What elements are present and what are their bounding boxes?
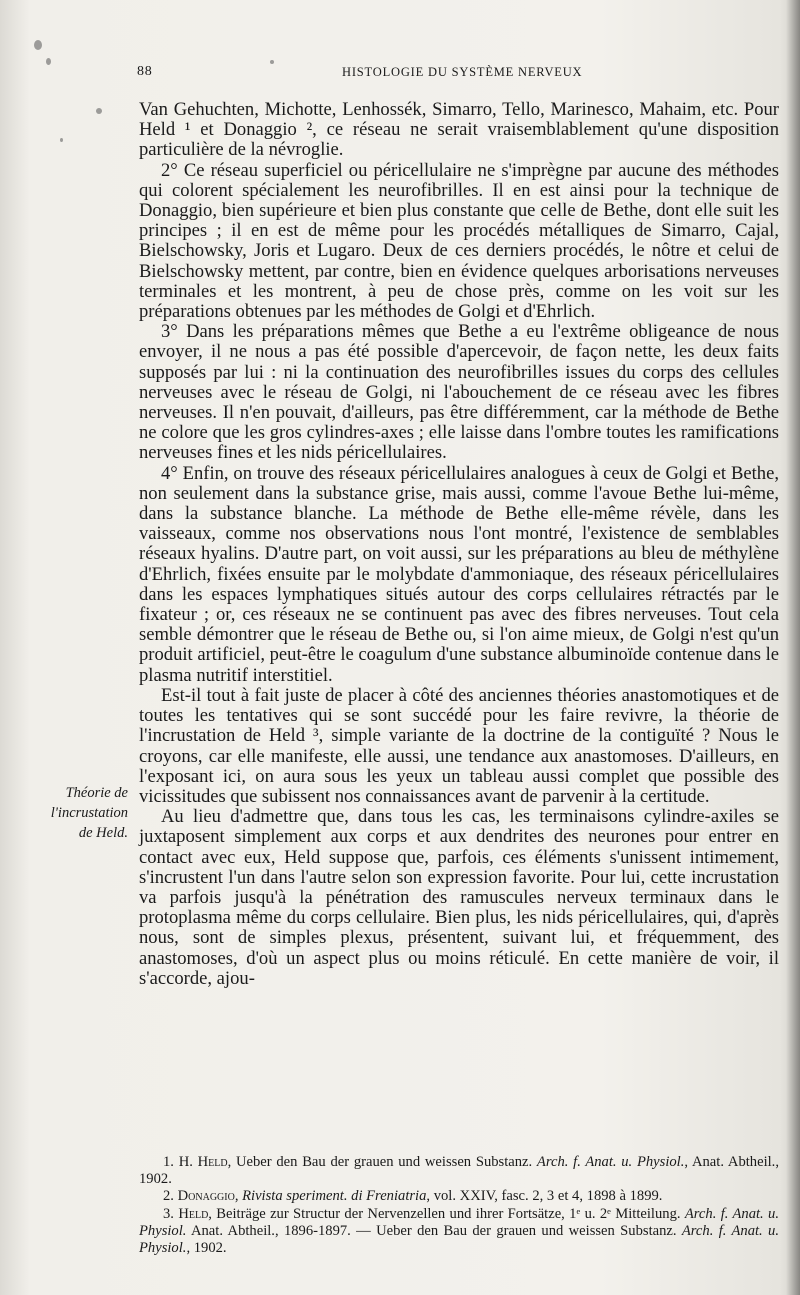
running-title: HISTOLOGIE DU SYSTÈME NERVEUX [342,65,583,79]
running-header [137,64,777,86]
paragraph: Au lieu d'admettre que, dans tous les cas, les terminaisons cylindre-axiles se juxtaposent simplement aux corps et aux dendrites des neurones pour entrer en contact avec eux, Held suppose que, parfois, ces éléments s'unissent intimement, s'incrustent l'un dans l'autre selon son expression favorite. Pour lui, cette incrustation va parfois jusqu'à la pénétration des ramuscules nerveux terminaux dans le protoplasma même du corps cellulaire. Bien plus, les nids péricellulaires, qui, d'après nous, sont de simples plexus, présentent, suivant lui, et fréquemment, des anastomoses, d'où un aspect plus ou moins réticulé. En cette manière de voir, il s'accorde, ajou- [139,806,779,989]
footnote-journal: Arch. f. Anat. u. Physiol. [139,1222,779,1257]
footnote-author: H. Held [178,1154,228,1170]
footnote-number: 3. [163,1205,174,1222]
footnote-journal: Arch. f. Anat. u. Physiol. [139,1205,779,1239]
body-text [139,100,779,989]
margin-note-line: de Held. [78,825,128,841]
footnote-text: , vol. XXIV, fasc. 2, 3 et 4, 1898 à 1899. [426,1188,663,1205]
paragraph: Van Gehuchten, Michotte, Lenhossék, Simarro, Tello, Marinesco, Mahaim, etc. Pour Held ¹ et Donaggio ², ce réseau ne serait vraisemblablement qu'une disposition particulière de la névroglie. [139,99,779,161]
margin-note-line: l'incrustation [50,805,128,821]
footnote-2 [139,1188,779,1205]
footnote-text: , Beiträge zur Structur der Nervenzellen und ihrer Fortsätze, 1ᵉ u. 2ᵉ Mitteilung. [208,1205,685,1222]
footnote-journal: Rivista speriment. di Freniatria [242,1188,427,1205]
footnote-number: 1. [163,1154,174,1170]
footnotes [139,1154,779,1257]
page-gutter-shadow [786,0,800,1295]
paper-speck [96,108,102,114]
footnote-text: , Ueber den Bau der grauen und weissen Substanz. [227,1154,537,1170]
margin-note-line: Théorie de [65,785,128,801]
paragraph: 4° Enfin, on trouve des réseaux péricellulaires analogues à ceux de Golgi et Bethe, non seulement dans la substance grise, mais aussi, comme l'avoue Bethe lui-même, dans la substance blanche. La méthode de Bethe elle-même révèle, dans les vaisseaux, comme nos observations nous l'ont montré, l'existence de semblables réseaux hyalins. D'autre part, on voit aussi, sur les préparations au bleu de méthylène d'Ehrlich, fixées ensuite par le molybdate d'ammoniaque, des réseaux péricellulaires dans les espaces lymphatiques situés autour des corps cellulaires rétractés par le fixateur ; or, ces réseaux ne se continuent pas avec des fibres nerveuses. Tout cela semble démontrer que le réseau de Bethe ou, si l'on aime mieux, de Golgi n'est qu'un produit artificiel, peut-être le coagulum d'une substance albuminoïde contenue dans le plasma nutritif interstitiel. [139,462,779,686]
footnote-author: Donaggio [177,1188,235,1205]
footnote-1 [139,1154,779,1188]
footnote-3 [139,1206,779,1258]
paragraph: Est-il tout à fait juste de placer à côté des anciennes théories anastomotiques et de toutes les tentatives qui se sont succédé pour les faire revivre, la théorie de l'incrustation de Held ³, simple variante de la doctrine de la contiguïté ? Nous le croyons, car elle manifeste, elle aussi, une tendance aux anastomoses. D'ailleurs, en l'exposant ici, on aura sous les yeux un tableau aussi complet que possible des vicissitudes que subissent nos connaissances avant de parvenir à la certitude. [139,684,779,807]
footnote-text: , [234,1188,243,1205]
footnote-text: , 1902. [186,1240,227,1257]
footnote-author: Held [178,1205,209,1222]
footnote-number: 2. [163,1188,174,1205]
margin-note [18,783,128,843]
page-number: 88 [137,64,153,79]
footnote-text: , Anat. Abtheil., 1902. [139,1154,779,1188]
paper-speck [34,40,42,50]
paragraph: 2° Ce réseau superficiel ou péricellulaire ne s'imprègne par aucune des méthodes qui colorent spécialement les neurofibrilles. Il en est ainsi pour la technique de Donaggio, bien supérieure et bien plus constante que celle de Bethe, dont elle suit les principes ; il en est de même pour les procédés métalliques de Simarro, Cajal, Bielschowsky, Joris et Lugaro. Deux de ces derniers procédés, le nôtre et celui de Bielschowsky mettent, par contre, bien en évidence quelques arborisations nerveuses terminales et les montrent, à peu de chose près, comme on les voit sur les préparations obtenues par les méthodes de Golgi et d'Ehrlich. [139,159,779,323]
paragraph: 3° Dans les préparations mêmes que Bethe a eu l'extrême obligeance de nous envoyer, il ne nous a pas été possible d'apercevoir, de façon nette, les deux faits supposés par lui : ni la continuation des neurofibrilles issues du corps des cellules nerveuses avec le réseau de Golgi, ni l'abouchement de ce réseau avec les fibres nerveuses. Il n'en pouvait, d'ailleurs, pas être différemment, car la méthode de Bethe ne colore que les gros cylindres-axes ; elle laisse dans l'ombre toutes les ramifications nerveuses fines et les nids péricellulaires. [139,321,779,464]
footnote-journal: Arch. f. Anat. u. Physiol. [536,1154,685,1170]
paper-speck [46,58,51,65]
paper-speck [60,138,63,142]
footnote-text: Anat. Abtheil., 1896-1897. — Ueber den Bau der grauen und weissen Substanz. [186,1222,682,1239]
